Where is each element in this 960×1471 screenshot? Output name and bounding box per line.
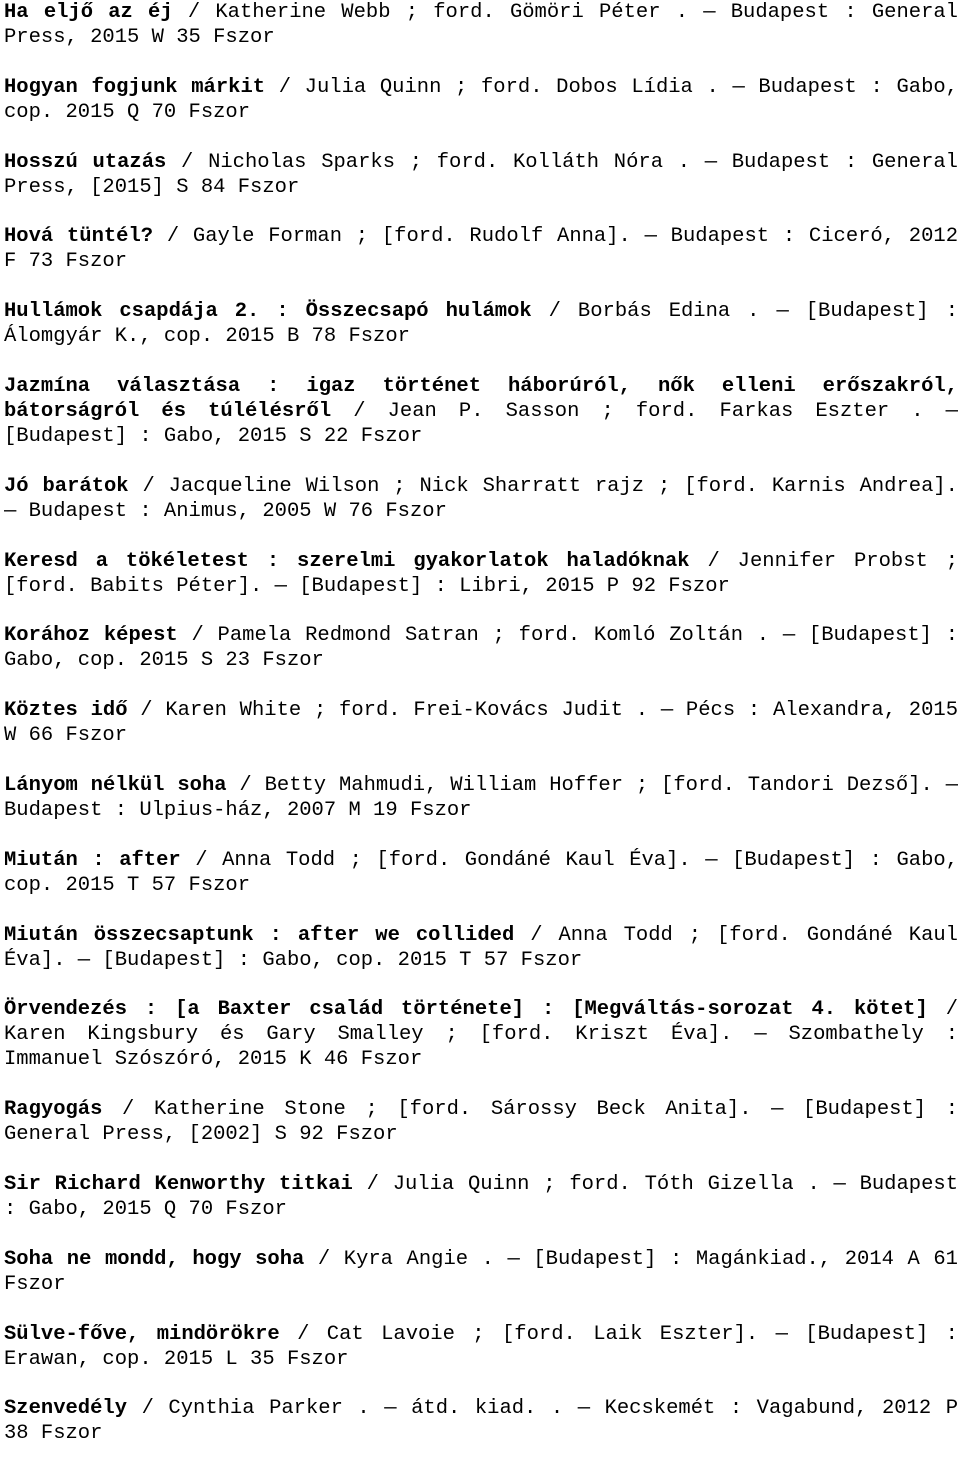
- entry-title: Ragyogás: [4, 1098, 103, 1122]
- catalog-entry: [4, 474, 958, 524]
- entry-details: / Nicholas Sparks ; ford. Kolláth Nóra . — Budapest : General Press, [2015] S 84 Fszor: [4, 150, 958, 199]
- entry-title: Miután : after: [4, 848, 181, 872]
- catalog-entry: [4, 1247, 958, 1297]
- catalog-entry: [4, 1396, 958, 1446]
- entry-details: / Jean P. Sasson ; ford. Farkas Eszter . — [Budapest] : Gabo, 2015 S 22 Fszor: [4, 399, 958, 448]
- catalog-entry: [4, 75, 958, 125]
- catalog-entry: [4, 1172, 958, 1222]
- entry-title: Örvendezés : [a Baxter család története] : [Megváltás-sorozat 4. kötet]: [4, 998, 928, 1022]
- catalog-entry: [4, 549, 958, 599]
- entry-details: / Julia Quinn ; ford. Tóth Gizella . — Budapest : Gabo, 2015 Q 70 Fszor: [4, 1172, 958, 1221]
- entry-title: Korához képest: [4, 624, 178, 648]
- catalog-entry: [4, 698, 958, 748]
- entry-details: / Betty Mahmudi, William Hoffer ; [ford. Tandori Dezső]. — Budapest : Ulpius-ház, 2007 M 19 Fszor: [4, 773, 958, 822]
- entry-details: / Katherine Webb ; ford. Gömöri Péter . — Budapest : General Press, 2015 W 35 Fszor: [4, 1, 958, 49]
- catalog-entry: [4, 997, 958, 1072]
- catalog-entry: [4, 1322, 958, 1372]
- entry-title: Sülve-főve, mindörökre: [4, 1322, 280, 1346]
- entry-title: Soha ne mondd, hogy soha: [4, 1247, 305, 1271]
- entry-title: Keresd a tökéletest : szerelmi gyakorlatok haladóknak: [4, 549, 690, 573]
- entry-title: Sir Richard Kenworthy titkai: [4, 1172, 353, 1196]
- catalog-entry: [4, 923, 958, 973]
- entry-title: Jó barátok: [4, 474, 129, 498]
- catalog-entry: [4, 374, 958, 449]
- entry-details: / Katherine Stone ; [ford. Sárossy Beck Anita]. — [Budapest] : General Press, [2002] S 92 Fszor: [4, 1098, 958, 1147]
- entry-details: / Borbás Edina . — [Budapest] : Álomgyár K., cop. 2015 B 78 Fszor: [4, 300, 958, 349]
- entry-details: / Kyra Angie . — [Budapest] : Magánkiad., 2014 A 61 Fszor: [4, 1247, 958, 1296]
- entry-title: Hosszú utazás: [4, 150, 167, 174]
- catalog-entry: [4, 1097, 958, 1147]
- catalog-entry: [4, 224, 958, 274]
- entry-details: / Cynthia Parker . — átd. kiad. . — Kecskemét : Vagabund, 2012 P 38 Fszor: [4, 1397, 958, 1446]
- entry-details: / Pamela Redmond Satran ; ford. Komló Zoltán . — [Budapest] : Gabo, cop. 2015 S 23 Fszor: [4, 624, 958, 673]
- catalog-entry: [4, 773, 958, 823]
- catalog-entry: [4, 150, 958, 200]
- entry-details: / Jacqueline Wilson ; Nick Sharratt rajz ; [ford. Karnis Andrea]. — Budapest : Animus, 2005 W 76 Fszor: [4, 474, 958, 523]
- entry-title: Ha eljő az éj: [4, 1, 173, 24]
- catalog-entry: [4, 299, 958, 349]
- entry-details: / Cat Lavoie ; [ford. Laik Eszter]. — [Budapest] : Erawan, cop. 2015 L 35 Fszor: [4, 1322, 958, 1371]
- entry-details: / Karen Kingsbury és Gary Smalley ; [ford. Kriszt Éva]. — Szombathely : Immanuel Szószóró, 2015 K 46 Fszor: [4, 998, 958, 1072]
- entry-title: Köztes idő: [4, 699, 128, 723]
- entry-title: Jazmína választása : igaz történet háborúról, nők elleni erőszakról, bátorságról és túlélésről: [4, 374, 958, 423]
- entry-details: / Jennifer Probst ; [ford. Babits Péter]. — [Budapest] : Libri, 2015 P 92 Fszor: [4, 549, 958, 598]
- entry-details: / Gayle Forman ; [ford. Rudolf Anna]. — Budapest : Ciceró, 2012 F 73 Fszor: [4, 225, 958, 274]
- entry-details: / Anna Todd ; [ford. Gondáné Kaul Éva]. — [Budapest] : Gabo, cop. 2015 T 57 Fszor: [4, 848, 958, 897]
- entry-title: Hová tüntél?: [4, 225, 154, 249]
- catalog-entry: [4, 848, 958, 898]
- entry-title: Miután összecsaptunk : after we collided: [4, 923, 515, 947]
- entry-title: Szenvedély: [4, 1397, 128, 1421]
- entry-details: / Julia Quinn ; ford. Dobos Lídia . — Budapest : Gabo, cop. 2015 Q 70 Fszor: [4, 75, 958, 124]
- entry-title: Hullámok csapdája 2. : Összecsapó hulámok: [4, 300, 532, 324]
- entry-title: Lányom nélkül soha: [4, 773, 227, 797]
- entry-details: / Karen White ; ford. Frei-Kovács Judit . — Pécs : Alexandra, 2015 W 66 Fszor: [4, 699, 958, 748]
- catalog-entry: [4, 623, 958, 673]
- catalog-entry: [4, 0, 958, 50]
- catalog-list: [4, 0, 958, 1471]
- entry-details: / Anna Todd ; [ford. Gondáné Kaul Éva]. — [Budapest] : Gabo, cop. 2015 T 57 Fszor: [4, 923, 958, 972]
- entry-title: Hogyan fogjunk márkit: [4, 75, 266, 99]
